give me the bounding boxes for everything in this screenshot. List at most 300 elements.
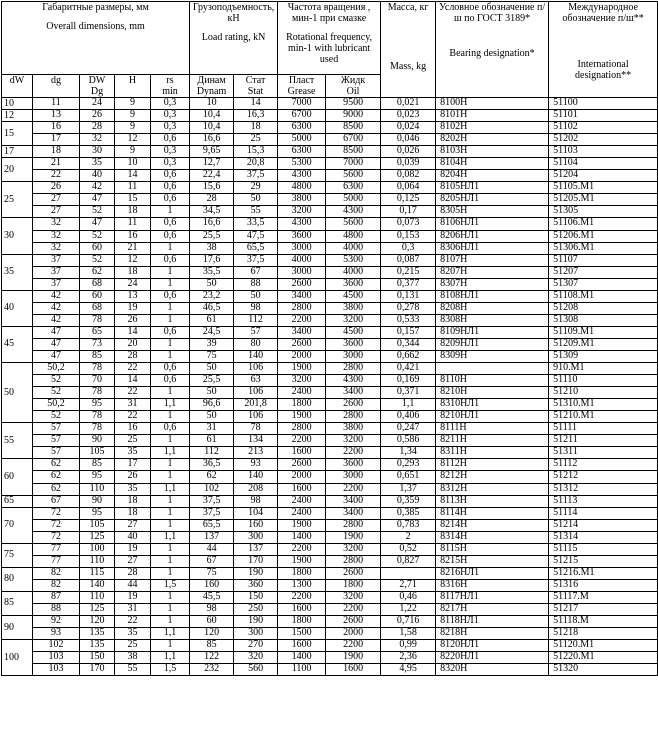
designation-cell: 8305H	[436, 206, 549, 218]
dynamic-cell: 10,4	[190, 122, 234, 134]
table-row	[2, 495, 658, 507]
rs-cell: 1	[151, 640, 190, 652]
col-grease: Пласт Grease	[278, 75, 326, 98]
grease-cell: 2600	[278, 278, 326, 290]
rs-cell: 1,1	[151, 531, 190, 543]
oil-cell: 3000	[326, 471, 381, 483]
h-cell: 18	[115, 266, 151, 278]
mass-cell: 1,1	[381, 399, 436, 411]
dw-dg-cell: 52	[80, 254, 115, 266]
table-row	[2, 230, 658, 242]
mass-cell: 1,58	[381, 628, 436, 640]
mass-cell: 0,125	[381, 194, 436, 206]
dg-cell: 57	[33, 423, 80, 435]
designation-cell: 8217H	[436, 603, 549, 615]
dg-cell: 92	[33, 616, 80, 628]
grease-cell: 2000	[278, 350, 326, 362]
table-row	[2, 242, 658, 254]
h-cell: 35	[115, 447, 151, 459]
intl-designation-cell: 51115	[549, 543, 658, 555]
designation-cell: 8104H	[436, 158, 549, 170]
oil-cell: 2000	[326, 628, 381, 640]
header-row-groups	[2, 2, 658, 75]
table-row	[2, 194, 658, 206]
intl-designation-cell: 51215	[549, 555, 658, 567]
dw-dg-cell: 47	[80, 218, 115, 230]
grease-cell: 2200	[278, 314, 326, 326]
dynamic-cell: 160	[190, 579, 234, 591]
dynamic-cell: 44	[190, 543, 234, 555]
static-cell: 270	[234, 640, 278, 652]
dg-cell: 103	[33, 652, 80, 664]
dynamic-cell: 120	[190, 628, 234, 640]
dw-dg-cell: 68	[80, 302, 115, 314]
oil-cell: 3800	[326, 423, 381, 435]
oil-cell: 3800	[326, 302, 381, 314]
grease-cell: 4300	[278, 218, 326, 230]
table-row	[2, 170, 658, 182]
dw-dg-cell: 70	[80, 375, 115, 387]
mass-cell: 2	[381, 531, 436, 543]
dg-cell: 11	[33, 98, 80, 110]
table-row	[2, 218, 658, 230]
h-cell: 31	[115, 399, 151, 411]
h-cell: 18	[115, 507, 151, 519]
static-cell: 93	[234, 459, 278, 471]
dg-cell: 42	[33, 290, 80, 302]
dynamic-cell: 31	[190, 423, 234, 435]
dw-dg-cell: 95	[80, 471, 115, 483]
table-row	[2, 98, 658, 110]
grease-cell: 7000	[278, 98, 326, 110]
grease-cell: 1400	[278, 531, 326, 543]
h-cell: 35	[115, 483, 151, 495]
table-row	[2, 158, 658, 170]
dw-dg-cell: 68	[80, 278, 115, 290]
static-cell: 250	[234, 603, 278, 615]
dynamic-cell: 12,7	[190, 158, 234, 170]
dg-cell: 52	[33, 411, 80, 423]
intl-designation-cell: 51110	[549, 375, 658, 387]
rs-cell: 0,6	[151, 375, 190, 387]
designation-cell: 8308H	[436, 314, 549, 326]
dw-dg-cell: 125	[80, 603, 115, 615]
table-row	[2, 603, 658, 615]
dw-dg-cell: 135	[80, 640, 115, 652]
designation-cell: 8306НЛ1	[436, 242, 549, 254]
intl-designation-cell: 51218	[549, 628, 658, 640]
grease-cell: 4000	[278, 254, 326, 266]
dynamic-cell: 50	[190, 387, 234, 399]
dw-dg-cell: 40	[80, 170, 115, 182]
grease-cell: 5300	[278, 158, 326, 170]
grease-cell: 2400	[278, 387, 326, 399]
rs-cell: 0,6	[151, 254, 190, 266]
col-h: H	[115, 75, 151, 98]
table-row	[2, 134, 658, 146]
grease-cell: 4800	[278, 182, 326, 194]
oil-cell: 3400	[326, 507, 381, 519]
h-cell: 26	[115, 471, 151, 483]
mass-cell: 0,52	[381, 543, 436, 555]
mass-cell: 1,37	[381, 483, 436, 495]
intl-designation-cell: 51204	[549, 170, 658, 182]
grease-cell: 3200	[278, 206, 326, 218]
dw-dg-cell: 95	[80, 399, 115, 411]
dg-cell: 62	[33, 483, 80, 495]
rs-cell: 0,3	[151, 122, 190, 134]
grease-cell: 3000	[278, 266, 326, 278]
rs-cell: 1,1	[151, 399, 190, 411]
rs-cell: 1	[151, 591, 190, 603]
dynamic-cell: 98	[190, 603, 234, 615]
rs-cell: 1	[151, 435, 190, 447]
designation-cell: 8101H	[436, 110, 549, 122]
mass-cell: 0,827	[381, 555, 436, 567]
dw-cell: 12	[2, 110, 33, 122]
designation-cell: 8105НЛ1	[436, 182, 549, 194]
dw-dg-cell: 73	[80, 338, 115, 350]
grease-cell: 1900	[278, 555, 326, 567]
dw-dg-cell: 95	[80, 507, 115, 519]
dg-cell: 102	[33, 640, 80, 652]
dw-cell: 65	[2, 495, 33, 507]
table-row	[2, 543, 658, 555]
dynamic-cell: 15,6	[190, 182, 234, 194]
dynamic-cell: 50	[190, 363, 234, 375]
oil-cell: 2800	[326, 555, 381, 567]
dynamic-cell: 36,5	[190, 459, 234, 471]
dynamic-cell: 38	[190, 242, 234, 254]
mass-cell: 0,278	[381, 302, 436, 314]
mass-cell: 0,3	[381, 242, 436, 254]
intl-designation-cell: 51216.M1	[549, 567, 658, 579]
grease-cell: 2200	[278, 591, 326, 603]
grease-cell: 1600	[278, 447, 326, 459]
mass-cell: 0,406	[381, 411, 436, 423]
dg-cell: 27	[33, 194, 80, 206]
intl-designation-cell: 51102	[549, 122, 658, 134]
h-cell: 25	[115, 435, 151, 447]
oil-cell: 3200	[326, 543, 381, 555]
table-row	[2, 640, 658, 652]
dynamic-cell: 50	[190, 278, 234, 290]
dw-dg-cell: 42	[80, 182, 115, 194]
grease-cell: 1600	[278, 640, 326, 652]
rs-cell: 1,5	[151, 664, 190, 676]
static-cell: 137	[234, 543, 278, 555]
static-cell: 160	[234, 519, 278, 531]
dw-cell: 10	[2, 98, 33, 110]
dw-cell: 15	[2, 122, 33, 146]
rs-cell: 1	[151, 266, 190, 278]
h-cell: 28	[115, 567, 151, 579]
designation-cell: 8111H	[436, 423, 549, 435]
static-cell: 37,5	[234, 170, 278, 182]
designation-cell: 8311H	[436, 447, 549, 459]
mass-cell: 0,99	[381, 640, 436, 652]
intl-designation-cell: 51210	[549, 387, 658, 399]
static-cell: 29	[234, 182, 278, 194]
mass-cell: 0,087	[381, 254, 436, 266]
intl-designation-cell: 51306.M1	[549, 242, 658, 254]
oil-cell: 3600	[326, 338, 381, 350]
mass-cell: 0,377	[381, 278, 436, 290]
mass-cell: 2,36	[381, 652, 436, 664]
dw-cell: 75	[2, 543, 33, 567]
table-row	[2, 423, 658, 435]
table-row	[2, 591, 658, 603]
h-cell: 44	[115, 579, 151, 591]
dw-dg-cell: 26	[80, 110, 115, 122]
dw-dg-cell: 24	[80, 98, 115, 110]
designation-cell: 8312H	[436, 483, 549, 495]
designation-cell: 8218H	[436, 628, 549, 640]
table-row	[2, 483, 658, 495]
h-cell: 11	[115, 182, 151, 194]
table-row	[2, 471, 658, 483]
h-cell: 15	[115, 194, 151, 206]
table-row	[2, 567, 658, 579]
dg-cell: 57	[33, 447, 80, 459]
intl-designation-cell: 51108.M1	[549, 290, 658, 302]
table-row	[2, 110, 658, 122]
rs-cell: 1	[151, 459, 190, 471]
mass-cell: 0,046	[381, 134, 436, 146]
dw-dg-cell: 105	[80, 447, 115, 459]
h-cell: 13	[115, 290, 151, 302]
static-cell: 67	[234, 266, 278, 278]
h-cell: 9	[115, 98, 151, 110]
oil-cell: 7000	[326, 158, 381, 170]
mass-cell: 0,385	[381, 507, 436, 519]
dg-cell: 82	[33, 567, 80, 579]
dg-cell: 37	[33, 254, 80, 266]
col-dynamic: Динам Dynam	[190, 75, 234, 98]
designation-cell: 8215H	[436, 555, 549, 567]
dynamic-cell: 60	[190, 616, 234, 628]
intl-designation-cell: 51206.M1	[549, 230, 658, 242]
dynamic-cell: 45,5	[190, 591, 234, 603]
static-cell: 190	[234, 616, 278, 628]
intl-designation-cell: 51214	[549, 519, 658, 531]
static-cell: 25	[234, 134, 278, 146]
rs-cell: 1	[151, 411, 190, 423]
table-row	[2, 363, 658, 375]
dw-dg-cell: 60	[80, 290, 115, 302]
oil-cell: 2200	[326, 483, 381, 495]
designation-cell: 8202H	[436, 134, 549, 146]
rs-cell: 0,6	[151, 363, 190, 375]
designation-cell: 8214H	[436, 519, 549, 531]
dw-dg-cell: 32	[80, 134, 115, 146]
mass-cell: 0,716	[381, 616, 436, 628]
dg-cell: 47	[33, 326, 80, 338]
designation-cell: 8220НЛ1	[436, 652, 549, 664]
rs-cell: 1,5	[151, 579, 190, 591]
dw-dg-cell: 110	[80, 591, 115, 603]
oil-cell: 3000	[326, 350, 381, 362]
dg-cell: 103	[33, 664, 80, 676]
dg-cell: 77	[33, 555, 80, 567]
rs-cell: 0,6	[151, 230, 190, 242]
dynamic-cell: 9,65	[190, 146, 234, 158]
mass-header: Масса, кг Mass, kg	[381, 2, 436, 98]
oil-cell: 9500	[326, 98, 381, 110]
rs-cell: 1	[151, 242, 190, 254]
h-cell: 38	[115, 652, 151, 664]
dynamic-cell: 35,5	[190, 266, 234, 278]
dynamic-cell: 67	[190, 555, 234, 567]
dg-cell: 22	[33, 170, 80, 182]
h-cell: 14	[115, 170, 151, 182]
table-row	[2, 519, 658, 531]
rs-cell: 1	[151, 603, 190, 615]
h-cell: 19	[115, 302, 151, 314]
intl-designation-cell: 51106.M1	[549, 218, 658, 230]
oil-cell: 5300	[326, 254, 381, 266]
designation-cell: 8100H	[436, 98, 549, 110]
table-row	[2, 507, 658, 519]
table-row	[2, 579, 658, 591]
grease-cell: 1100	[278, 664, 326, 676]
dg-cell: 52	[33, 387, 80, 399]
intl-designation-cell: 51105.M1	[549, 182, 658, 194]
rs-cell: 1	[151, 387, 190, 399]
dw-dg-cell: 170	[80, 664, 115, 676]
oil-cell: 9000	[326, 110, 381, 122]
designation-cell: 8211H	[436, 435, 549, 447]
dw-dg-cell: 105	[80, 519, 115, 531]
grease-cell: 1400	[278, 652, 326, 664]
rotational-speed-header: Частота вращения , мин-1 при смазке Rotational frequency, min-1 with lubricant used	[278, 2, 381, 75]
oil-cell: 4000	[326, 242, 381, 254]
dynamic-cell: 24,5	[190, 326, 234, 338]
h-cell: 12	[115, 134, 151, 146]
mass-cell: 0,073	[381, 218, 436, 230]
oil-cell: 2600	[326, 616, 381, 628]
h-cell: 35	[115, 628, 151, 640]
static-cell: 20,8	[234, 158, 278, 170]
dynamic-cell: 50	[190, 411, 234, 423]
grease-cell: 1600	[278, 483, 326, 495]
dw-dg-cell: 120	[80, 616, 115, 628]
designation-cell: 8120НЛ1	[436, 640, 549, 652]
dg-cell: 21	[33, 158, 80, 170]
dg-cell: 88	[33, 603, 80, 615]
dw-dg-cell: 28	[80, 122, 115, 134]
dw-dg-cell: 65	[80, 326, 115, 338]
mass-cell: 0,421	[381, 363, 436, 375]
mass-cell: 4,95	[381, 664, 436, 676]
static-cell: 300	[234, 628, 278, 640]
static-cell: 320	[234, 652, 278, 664]
grease-cell: 3400	[278, 326, 326, 338]
oil-cell: 2800	[326, 519, 381, 531]
mass-cell: 0,17	[381, 206, 436, 218]
dynamic-cell: 137	[190, 531, 234, 543]
static-cell: 16,3	[234, 110, 278, 122]
static-cell: 98	[234, 302, 278, 314]
dw-dg-cell: 150	[80, 652, 115, 664]
designation-cell: 8106НЛ1	[436, 218, 549, 230]
oil-cell: 6700	[326, 134, 381, 146]
dg-cell: 52	[33, 375, 80, 387]
dynamic-cell: 112	[190, 447, 234, 459]
rs-cell: 0,6	[151, 170, 190, 182]
grease-cell: 2400	[278, 495, 326, 507]
designation-cell: 8320H	[436, 664, 549, 676]
intl-designation-cell: 51212	[549, 471, 658, 483]
grease-cell: 4300	[278, 170, 326, 182]
h-cell: 19	[115, 543, 151, 555]
oil-cell: 4300	[326, 375, 381, 387]
rs-cell: 1	[151, 350, 190, 362]
h-cell: 14	[115, 375, 151, 387]
intl-designation-cell: 51312	[549, 483, 658, 495]
table-row	[2, 266, 658, 278]
h-cell: 16	[115, 230, 151, 242]
mass-cell: 0,082	[381, 170, 436, 182]
static-cell: 190	[234, 567, 278, 579]
h-cell: 18	[115, 206, 151, 218]
intl-designation-cell: 51114	[549, 507, 658, 519]
static-cell: 47,5	[234, 230, 278, 242]
mass-cell: 0,215	[381, 266, 436, 278]
mass-cell: 0,371	[381, 387, 436, 399]
rs-cell: 0,6	[151, 290, 190, 302]
grease-cell: 2600	[278, 459, 326, 471]
oil-cell: 2600	[326, 567, 381, 579]
dw-dg-cell: 90	[80, 435, 115, 447]
mass-cell: 0,169	[381, 375, 436, 387]
mass-cell: 0,533	[381, 314, 436, 326]
grease-cell: 1900	[278, 363, 326, 375]
load-rating-header: Грузоподъемность, кН Load rating, kN	[190, 2, 278, 75]
bearing-spec-table	[1, 1, 658, 676]
static-cell: 134	[234, 435, 278, 447]
oil-cell: 5600	[326, 170, 381, 182]
table-row	[2, 447, 658, 459]
dw-dg-cell: 110	[80, 555, 115, 567]
intl-designation-cell: 51316	[549, 579, 658, 591]
h-cell: 16	[115, 423, 151, 435]
dg-cell: 13	[33, 110, 80, 122]
designation-cell: 8112H	[436, 459, 549, 471]
col-static: Стат Stat	[234, 75, 278, 98]
dw-dg-cell: 52	[80, 206, 115, 218]
rs-cell: 0,3	[151, 98, 190, 110]
static-cell: 106	[234, 411, 278, 423]
grease-cell: 3200	[278, 375, 326, 387]
oil-cell: 4300	[326, 206, 381, 218]
oil-cell: 3400	[326, 495, 381, 507]
dg-cell: 26	[33, 182, 80, 194]
h-cell: 24	[115, 278, 151, 290]
table-row	[2, 350, 658, 362]
dynamic-cell: 28	[190, 194, 234, 206]
intl-designation-cell: 51113	[549, 495, 658, 507]
dg-cell: 42	[33, 302, 80, 314]
static-cell: 140	[234, 471, 278, 483]
h-cell: 9	[115, 146, 151, 158]
static-cell: 112	[234, 314, 278, 326]
h-cell: 18	[115, 495, 151, 507]
mass-cell: 0,131	[381, 290, 436, 302]
table-row	[2, 459, 658, 471]
grease-cell: 1500	[278, 628, 326, 640]
col-dg: dg	[33, 75, 80, 98]
